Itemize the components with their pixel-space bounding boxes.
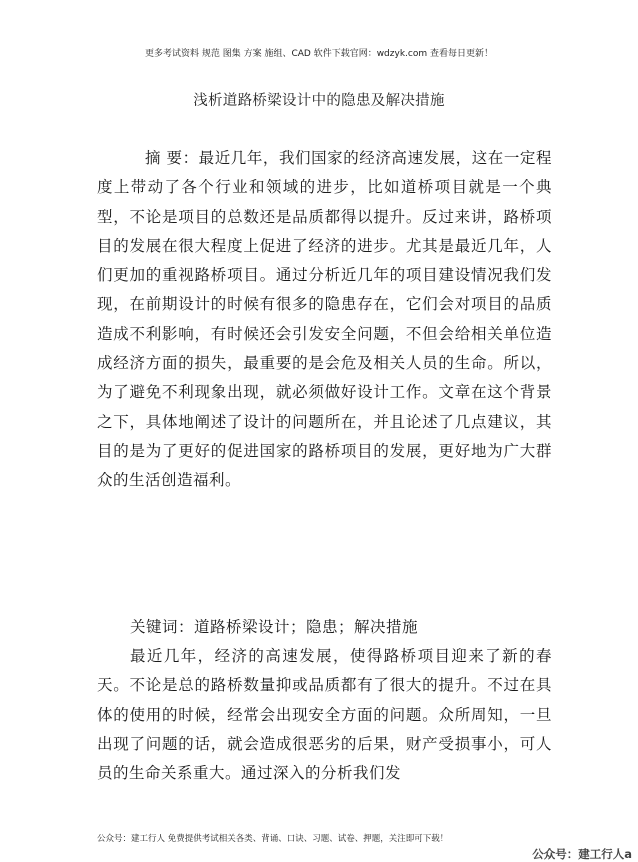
footer-note: 公众号：建工行人 免费提供考试相关各类、背诵、口诀、习题、试卷、押题，关注即可下载！: [97, 834, 449, 844]
top-banner: 更多考试资料 规范 图集 方案 施组、CAD 软件下载官网：wdzyk.com 查看每日更新！: [145, 49, 493, 59]
abstract-paragraph: 摘 要：最近几年，我们国家的经济高速发展，这在一定程度上带动了各个行业和领域的进步，比如道桥项目就是一个典型，不论是项目的总数还是品质都得以提升。反过来讲，路桥项目的发展在很大程度上促进了经济的进步。尤其是最近几年，人们更加的重视路桥项目。通过分析近几年的项目建设情况我们发现，在前期设计的时候有很多的隐患存在，它们会对项目的品质造成不利影响，有时候还会引发安全问题，不但会给相关单位造成经济方面的损失，最重要的是会危及相关人员的生命。所以，为了避免不利现象出现，就必须做好设计工作。文章在这个背景之下，具体地阐述了设计的问题所在，并且论述了几点建议，其目的是为了更好的促进国家的路桥项目的发展，更好地为广大群众的生活创造福利。: [97, 149, 552, 490]
keywords-line: 关键词：道路桥梁设计；隐患；解决措施: [130, 618, 419, 636]
intro-paragraph: 最近几年，经济的高速发展，使得路桥项目迎来了新的春天。不论是总的路桥数量抑或品质都有了很大的提升。不过在具体的使用的时候，经常会出现安全方面的问题。众所周知，一旦出现了问题的话，就会造成很恶劣的后果，财产受损事小，可人员的生命关系重大。通过深入的分析我们发: [97, 647, 552, 783]
watermark: 公众号：建工行人a: [532, 847, 632, 861]
page-title: 浅析道路桥梁设计中的隐患及解决措施: [193, 93, 445, 109]
